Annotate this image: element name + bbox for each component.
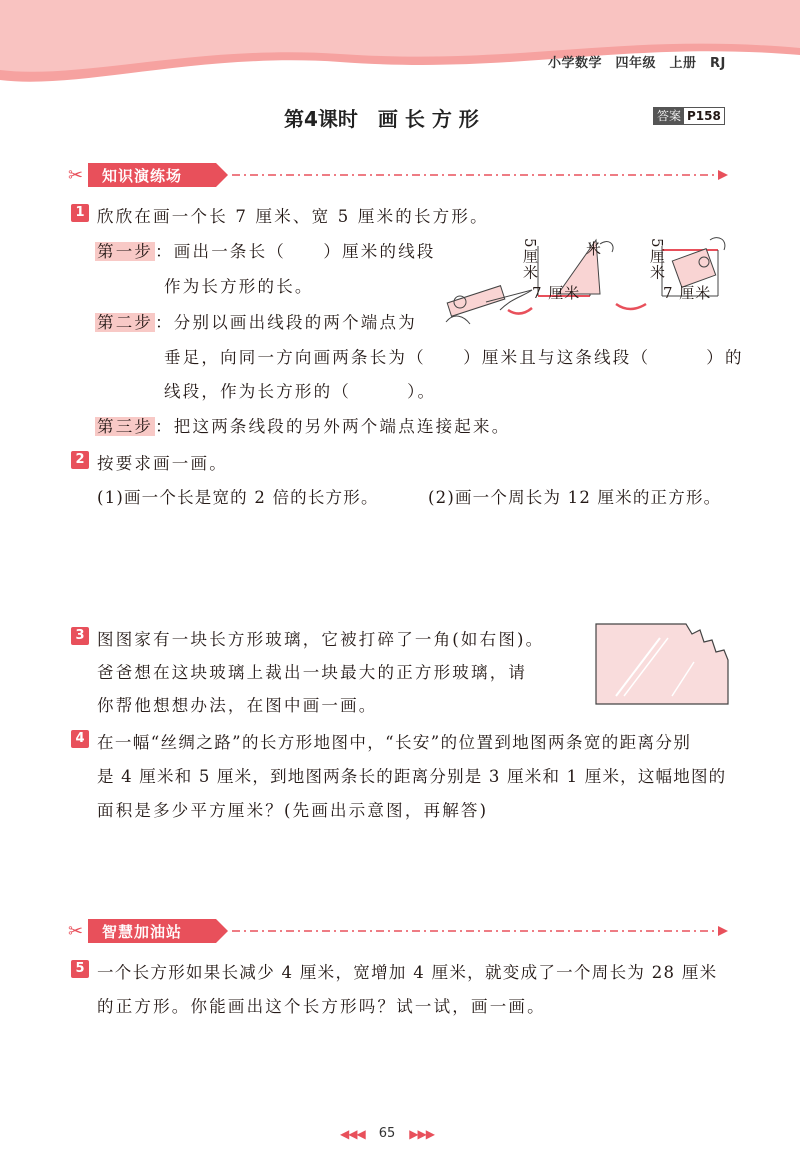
- page-number: 65: [378, 1126, 396, 1141]
- q1-step2: [95, 309, 417, 333]
- question-number-1: 1: [71, 204, 89, 222]
- step1-text: ：画出一条长（ ）厘米的线段: [155, 242, 436, 261]
- q2-stem: 按要求画一画。: [97, 454, 228, 473]
- fig-width-label-2: 7 厘米: [663, 284, 712, 302]
- scissors-icon: ✂: [68, 165, 84, 186]
- q1-step2-cont2: 线段，作为长方形的（ ）。: [164, 382, 437, 401]
- fig-top-label: 米: [586, 240, 603, 258]
- page-title: 第4课时 画 长 方 形: [284, 107, 479, 131]
- q1-stem: 欣欣在画一个长 7 厘米、宽 5 厘米的长方形。: [97, 207, 489, 226]
- broken-glass-figure: [594, 622, 730, 706]
- question-number-2: 2: [71, 451, 89, 469]
- section-title-2: 智慧加油站: [102, 923, 183, 941]
- page-footer: [340, 1126, 434, 1141]
- q5-line1: 一个长方形如果长减少 4 厘米，宽增加 4 厘米，就变成了一个周长为 28 厘米: [97, 963, 718, 982]
- next-arrows-icon: ▶▶▶: [409, 1126, 434, 1141]
- answer-label: 答案: [654, 108, 684, 124]
- step2-label: 第二步: [97, 313, 154, 332]
- question-number-4: 4: [71, 730, 89, 748]
- q4-line2: 是 4 厘米和 5 厘米，到地图两条长的距离分别是 3 厘米和 1 厘米，这幅地图的: [97, 767, 727, 786]
- arrow-1: [508, 308, 532, 314]
- q1-step2-cont1: 垂足，向同一方向画两条长为（ ）厘米且与这条线段（ ）的: [164, 348, 744, 367]
- q4-line1: 在一幅“丝绸之路”的长方形地图中，“长安”的位置到地图两条宽的距离分别: [97, 733, 692, 752]
- q5-line2: 的正方形。你能画出这个长方形吗？试一试，画一画。: [97, 997, 546, 1016]
- step3-text: ：把这两条线段的另外两个端点连接起来。: [155, 417, 511, 436]
- q2-part2: (2)画一个周长为 12 厘米的正方形。: [428, 488, 722, 507]
- q3-line3: 你帮他想想办法，在图中画一画。: [97, 696, 378, 715]
- fig-height-label-2: 5厘米: [648, 238, 666, 281]
- q3-line2: 爸爸想在这块玻璃上裁出一块最大的正方形玻璃，请: [97, 663, 528, 682]
- section-title-1: 知识演练场: [102, 167, 183, 185]
- fig-height-label-1: 5厘米: [521, 238, 539, 281]
- header-banner: [0, 0, 800, 90]
- q1-step1-cont: 作为长方形的长。: [164, 277, 314, 296]
- q3-line1: 图图家有一块长方形玻璃，它被打碎了一角(如右图)。: [97, 630, 545, 649]
- q2-part1: (1)画一个长是宽的 2 倍的长方形。: [97, 488, 379, 507]
- question-number-3: 3: [71, 627, 89, 645]
- q4-line3: 面积是多少平方厘米？(先画出示意图，再解答): [97, 801, 489, 820]
- q1-step3: [95, 413, 510, 437]
- header-meta: 小学数学 四年级 上册 RJ: [548, 56, 726, 71]
- step2-text: ：分别以画出线段的两个端点为: [155, 313, 417, 332]
- figure-step1: [446, 286, 532, 324]
- q1-step1: [95, 238, 436, 262]
- answer-reference: [653, 107, 725, 125]
- step3-label: 第三步: [97, 417, 154, 436]
- scissors-icon-2: ✂: [68, 921, 84, 942]
- step1-label: 第一步: [97, 242, 154, 261]
- fig-width-label-1: 7 厘米: [532, 284, 581, 302]
- arrow-2: [616, 304, 646, 309]
- question-number-5: 5: [71, 960, 89, 978]
- answer-page: P158: [687, 109, 721, 123]
- prev-arrows-icon: ◀◀◀: [340, 1126, 365, 1141]
